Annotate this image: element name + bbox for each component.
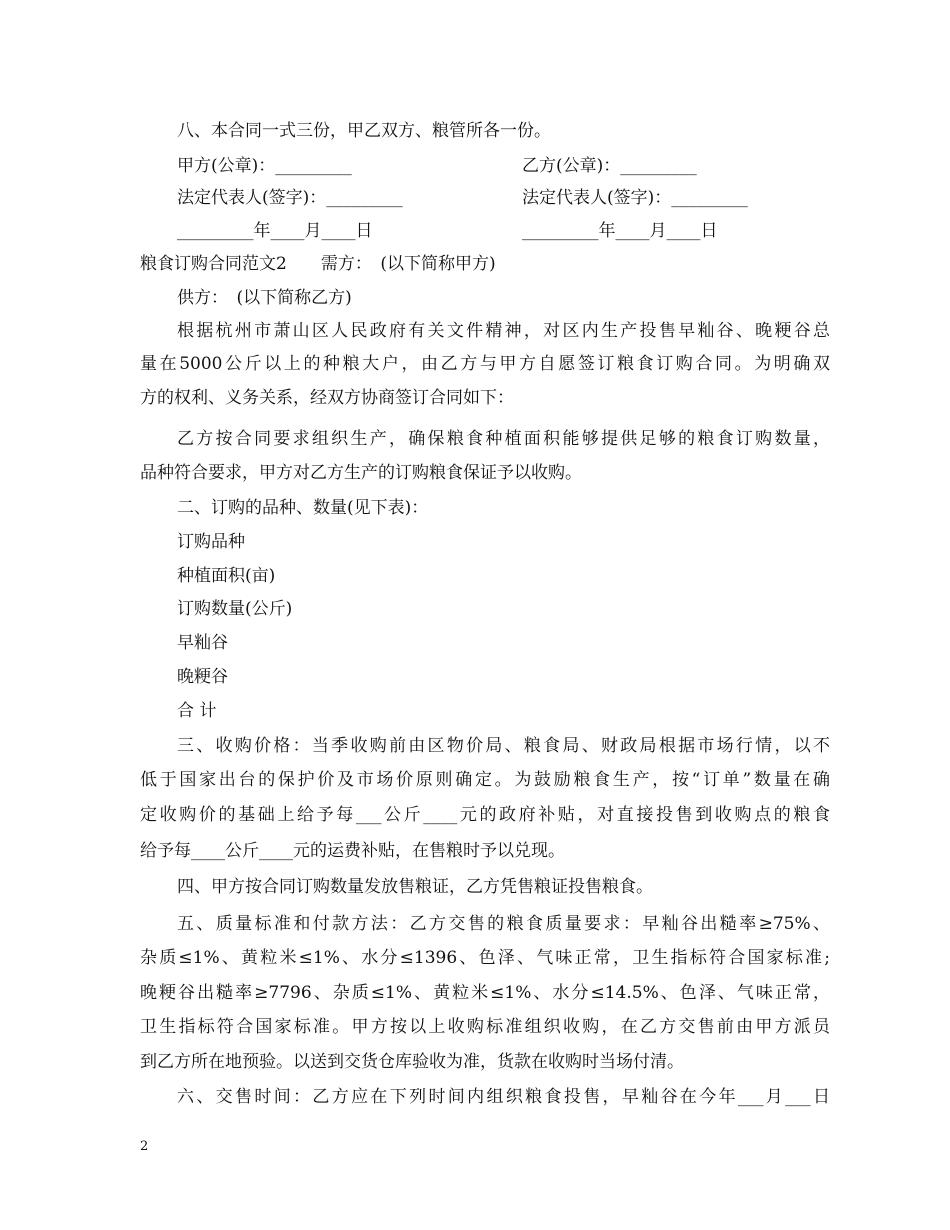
clause-3-line-2: 低于国家出台的保护价及市场价原则确定。为鼓励粮食生产，按“订单”数量在确	[140, 770, 830, 790]
clause-3-line-1: 三、收购价格：当季收购前由区物价局、粮食局、财政局根据市场行情，以不	[177, 736, 830, 756]
clause-2: 二、订购的品种、数量(见下表)：	[177, 498, 429, 518]
table-row-early-rice: 早籼谷	[177, 633, 228, 653]
table-header-quantity: 订购数量(公斤)	[177, 599, 293, 619]
contract-title-2: 粮食订购合同范文2 需方： (以下简称甲方)	[140, 254, 496, 274]
intro-paragraph-line-3: 方的权利、义务关系，经双方协商签订合同如下：	[140, 388, 514, 408]
clause-5-line-5: 到乙方所在地预验。以送到交货仓库验收为准，货款在收购时当场付清。	[140, 1052, 684, 1072]
table-row-late-rice: 晚粳谷	[177, 667, 228, 687]
clause-4: 四、甲方按合同订购数量发放售粮证，乙方凭售粮证投售粮食。	[177, 877, 653, 897]
intro-paragraph-line-1: 根据杭州市萧山区人民政府有关文件精神，对区内生产投售早籼谷、晚粳谷总	[177, 321, 830, 341]
table-header-variety: 订购品种	[177, 532, 245, 552]
clause-8: 八、本合同一式三份，甲乙双方、粮管所各一份。	[177, 121, 551, 141]
signature-rep-b: 法定代表人(签字)：_________	[522, 188, 748, 208]
clause-3-line-3: 定收购价的基础上给予每___公斤____元的政府补贴，对直接投售到收购点的粮食	[140, 805, 830, 825]
clause-5-line-1: 五、质量标准和付款方法：乙方交售的粮食质量要求：早籼谷出糙率≥75%、	[177, 914, 830, 934]
clause-5-line-2: 杂质≤1%、黄粒米≤1%、水分≤1396、色泽、气味正常，卫生指标符合国家标准;	[140, 948, 830, 968]
intro-paragraph-line-2: 量在5000公斤以上的种粮大户，由乙方与甲方自愿签订粮食订购合同。为明确双	[140, 354, 830, 374]
clause-5-line-4: 卫生指标符合国家标准。甲方按以上收购标准组织收购，在乙方交售前由甲方派员	[140, 1017, 830, 1037]
signature-party-a: 甲方(公章)：_________	[177, 156, 352, 176]
table-row-total: 合 计	[177, 701, 217, 721]
clause-3-line-4: 给予每____公斤____元的运费补贴，在售粮时予以兑现。	[140, 841, 565, 861]
clause-1-line-1: 乙方按合同要求组织生产，确保粮食种植面积能够提供足够的粮食订购数量，	[177, 429, 830, 449]
signature-date-b: _________年____月____日	[522, 221, 718, 241]
signature-rep-a: 法定代表人(签字)：_________	[177, 188, 403, 208]
signature-party-b: 乙方(公章)：_________	[522, 156, 697, 176]
table-header-area: 种植面积(亩)	[177, 566, 276, 586]
clause-6-line-1: 六、交售时间：乙方应在下列时间内组织粮食投售，早籼谷在今年___月___日	[177, 1087, 830, 1107]
page-number: 2	[140, 1139, 149, 1154]
signature-date-a: _________年____月____日	[177, 221, 373, 241]
clause-5-line-3: 晚粳谷出糙率≥7796、杂质≤1%、黄粒米≤1%、水分≤14.5%、色泽、气味正常，	[140, 983, 830, 1003]
clause-1-line-2: 品种符合要求，甲方对乙方生产的订购粮食保证予以收购。	[140, 463, 582, 483]
supplier-line: 供方： (以下简称乙方)	[177, 288, 352, 308]
